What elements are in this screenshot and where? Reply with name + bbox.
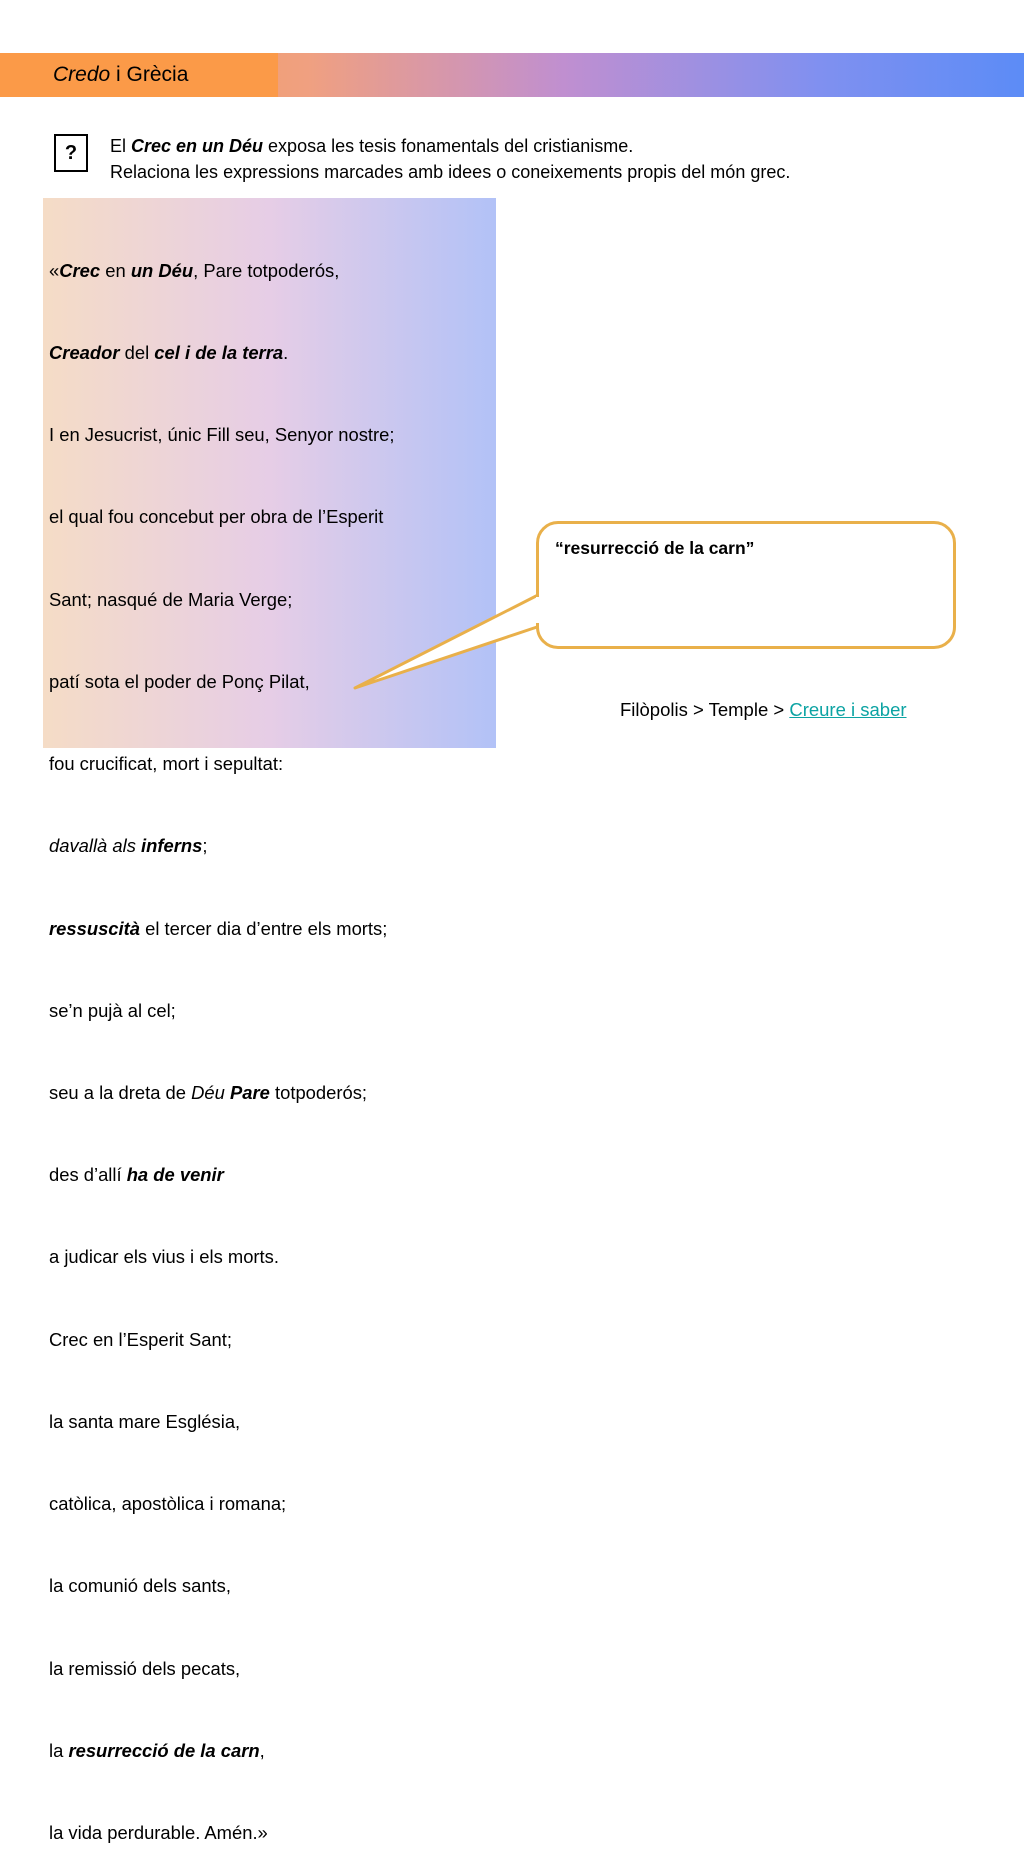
creed-line: se’n pujà al cel; <box>49 999 176 1021</box>
breadcrumb-text: Filòpolis > Temple > <box>620 699 790 720</box>
creed-line: Sant; nasqué de Maria Verge; <box>49 588 293 610</box>
creed-line: I en Jesucrist, únic Fill seu, Senyor nostre; <box>49 424 395 446</box>
text: totpoderós; <box>269 1082 368 1103</box>
marked-expression: ha de venir <box>126 1164 224 1186</box>
instr-bold: Crec en un Déu <box>131 136 264 156</box>
instructions <box>110 133 990 185</box>
creed-line: Crec en l’Esperit Sant; <box>49 1328 232 1350</box>
page-title <box>53 62 188 88</box>
marked-expression: un Déu <box>130 259 194 281</box>
instructions-line-1 <box>110 133 990 159</box>
text: des d’allí <box>49 1164 127 1186</box>
creed-line: la santa mare Església, <box>49 1410 241 1432</box>
creed-line: el qual fou concebut per obra de l’Esperit <box>49 506 384 528</box>
marked-expression: cel i de la terra <box>154 342 284 364</box>
text: « <box>49 259 60 281</box>
text: seu a la dreta de <box>49 1082 192 1103</box>
creed-line: la vida perdurable. Amén.» <box>49 1821 268 1843</box>
title-rest: i Grècia <box>110 63 189 86</box>
text: la <box>49 1739 69 1761</box>
creed-line <box>49 832 496 859</box>
marked-expression: ressuscità <box>49 917 140 939</box>
text: en <box>100 259 131 281</box>
text: del <box>119 342 155 364</box>
creed-text-panel <box>43 198 496 1843</box>
creed-line: la comunió dels sants, <box>49 1575 231 1597</box>
instructions-line-2: Relaciona les expressions marcades amb idees o coneixements propis del món grec. <box>110 162 791 182</box>
title-italic: Credo <box>53 63 111 86</box>
creed-line: patí sota el poder de Ponç Pilat, <box>49 670 310 692</box>
breadcrumb-link[interactable]: Creure i saber <box>789 699 907 720</box>
instr-text: exposa les tesis fonamentals del cristianisme. <box>263 136 634 156</box>
text: Déu <box>191 1082 225 1103</box>
marked-expression: Creador <box>49 342 120 364</box>
creed-line <box>49 1737 496 1764</box>
creed-line: a judicar els vius i els morts. <box>49 1246 279 1268</box>
text: , Pare totpoderós, <box>193 259 340 281</box>
creed-line <box>49 257 496 284</box>
creed-line: catòlica, apostòlica i romana; <box>49 1493 287 1515</box>
creed-line <box>49 339 496 366</box>
creed-line <box>49 915 496 942</box>
text: el tercer dia d’entre els morts; <box>140 917 388 939</box>
creed-line <box>49 1079 496 1106</box>
callout-box <box>536 521 956 649</box>
instr-text: El <box>110 136 132 156</box>
creed-line: la remissió dels pecats, <box>49 1657 241 1679</box>
title-bar <box>0 53 1024 97</box>
creed-line: fou crucificat, mort i sepultat: <box>49 753 284 775</box>
text: , <box>259 1739 265 1761</box>
breadcrumb <box>620 699 907 721</box>
marked-expression: Pare <box>230 1082 270 1103</box>
text: davallà als <box>49 835 142 857</box>
text: . <box>283 342 289 364</box>
marked-expression: Crec <box>59 259 101 281</box>
callout-text: “resurrecció de la carn” <box>555 538 755 558</box>
text: ; <box>202 835 208 857</box>
creed-line <box>49 1161 496 1188</box>
question-mark-icon: ? <box>54 134 88 172</box>
marked-expression: resurrecció de la carn <box>68 1739 260 1761</box>
marked-expression: inferns <box>141 835 203 857</box>
